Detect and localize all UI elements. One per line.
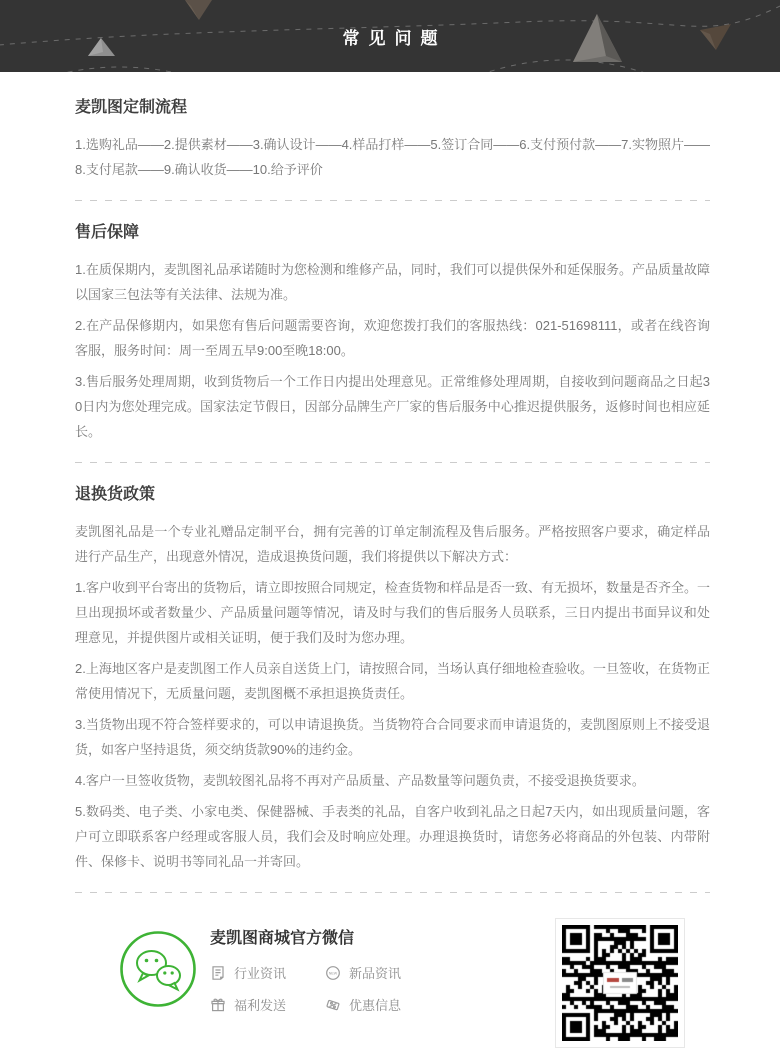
dashed-divider — [75, 892, 710, 893]
process-heading: 麦凯图定制流程 — [75, 99, 188, 116]
gift-icon — [210, 997, 226, 1013]
coupon-icon — [325, 997, 341, 1013]
returns-intro: 麦凯图礼品是一个专业礼赠品定制平台，拥有完善的订单定制流程及售后服务。严格按照客户要求，确定样品进行产品生产，出现意外情况，造成退换货问题，我们将提供以下解决方式： — [75, 524, 710, 564]
wechat-feature-industry — [210, 963, 325, 982]
section-after-sales — [75, 223, 710, 444]
wechat-feature-label: 福利发送 — [234, 998, 287, 1013]
after-sales-paragraph: 2.在产品保修期内，如果您有售后问题需要咨询，欢迎您拨打我们的客服热线：021-51698111，或者在线咨询客服，服务时间：周一至周五早9:00至晚18:00。 — [75, 318, 710, 358]
page-header — [0, 0, 780, 72]
wechat-feature-benefits — [210, 995, 325, 1014]
returns-paragraph: 4.客户一旦签收货物，麦凯较图礼品将不再对产品质量、产品数量等问题负责，不接受退换货要求。 — [75, 773, 645, 788]
content — [0, 72, 780, 1054]
page-title: 常见问题 — [342, 28, 447, 48]
wechat-feature-label: 行业资讯 — [234, 966, 287, 981]
section-returns — [75, 485, 710, 874]
wechat-feature-discounts — [325, 995, 460, 1014]
returns-paragraph: 5.数码类、电子类、小家电类、保健器械、手表类的礼品，自客户收到礼品之日起7天内，如出现质量问题，客户可立即联系客户经理或客服人员，我们会及时响应处理。办理退换货时，请您务必将商品的外包装、内带附件、保修卡、说明书等同礼品一并寄回。 — [75, 804, 710, 869]
svg-text:NEW: NEW — [328, 971, 338, 976]
qr-code-image — [562, 925, 678, 1041]
dashed-divider — [75, 200, 710, 201]
process-steps: 1.选购礼品——2.提供素材——3.确认设计——4.样品打样——5.签订合同——6.支付预付款——7.实物照片——8.支付尾款——9.确认收货——10.给予评价 — [75, 137, 710, 177]
wechat-feature-label: 新品资讯 — [349, 966, 402, 981]
wechat-info — [210, 929, 555, 1014]
qr-code — [555, 918, 685, 1048]
section-process — [75, 98, 710, 182]
after-sales-paragraph: 3.售后服务处理周期，收到货物后一个工作日内提出处理意见。正常维修处理周期，自接收到问题商品之日起30日内为您处理完成。国家法定节假日，因部分品牌生产厂家的售后服务中心推迟提供服务，返修时间也相应延长。 — [75, 374, 710, 439]
returns-heading: 退换货政策 — [75, 486, 156, 503]
wechat-title: 麦凯图商城官方微信 — [210, 930, 355, 947]
returns-paragraph: 1.客户收到平台寄出的货物后，请立即按照合同规定，检查货物和样品是否一致、有无损坏，数量是否齐全。一旦出现损坏或者数量少、产品质量问题等情况，请及时与我们的售后服务人员联系，三日内提出书面异议和处理意见，并提供图片或相关证明，便于我们及时为您办理。 — [75, 580, 710, 645]
wechat-icon — [118, 929, 198, 1009]
returns-paragraph: 3.当货物出现不符合签样要求的，可以申请退换货。当货物符合合同要求而申请退货的，麦凯图原则上不接受退货，如客户坚持退货，须交纳货款90%的违约金。 — [75, 717, 710, 757]
wechat-footer — [75, 915, 710, 1054]
wechat-feature-grid — [210, 963, 460, 1014]
news-doc-icon — [210, 965, 226, 981]
new-badge-icon — [325, 965, 341, 981]
dashed-divider — [75, 462, 710, 463]
wechat-feature-label: 优惠信息 — [349, 998, 402, 1013]
after-sales-paragraph: 1.在质保期内，麦凯图礼品承诺随时为您检测和维修产品，同时，我们可以提供保外和延保服务。产品质量故障以国家三包法等有关法律、法规为准。 — [75, 262, 710, 302]
returns-paragraph: 2.上海地区客户是麦凯图工作人员亲自送货上门，请按照合同，当场认真仔细地检查验收。一旦签收，在货物正常使用情况下，无质量问题，麦凯图概不承担退换货责任。 — [75, 661, 710, 701]
wechat-feature-newproduct — [325, 963, 460, 982]
after-sales-heading: 售后保障 — [75, 224, 140, 241]
